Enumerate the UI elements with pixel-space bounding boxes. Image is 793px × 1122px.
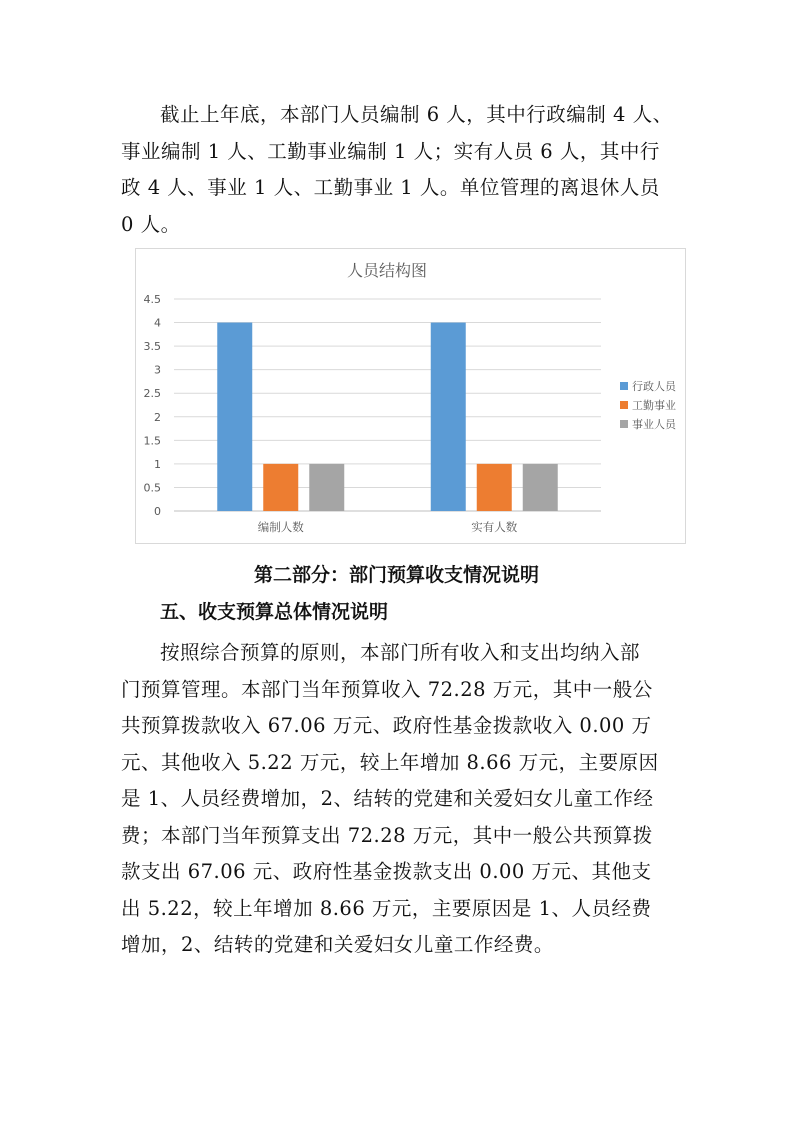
y-tick-label: 4.5	[143, 293, 161, 306]
text-line: 按照综合预算的原则，本部门所有收入和支出均纳入部	[160, 641, 641, 664]
part-heading: 第二部分：部门预算收支情况说明	[253, 564, 539, 586]
text-line: 费；本部门当年预算支出 72.28 万元，其中一般公共预算拨	[121, 823, 653, 847]
x-category-label: 实有人数	[471, 520, 518, 534]
chart-title: 人员结构图	[346, 261, 428, 280]
bar-1-1	[217, 323, 252, 511]
bar-2-1	[263, 464, 298, 511]
y-tick-label: 1.5	[143, 434, 161, 448]
legend-label: 工勤事业	[632, 399, 676, 412]
legend-swatch	[620, 382, 628, 390]
y-tick-label: 0.5	[143, 481, 161, 495]
text-line: 款支出 67.06 元、政府性基金拨款支出 0.00 万元、其他支	[121, 860, 652, 883]
staffing-paragraph	[121, 97, 679, 243]
text-line: 增加，2、结转的党建和关爱妇女儿童工作经费。	[121, 933, 554, 956]
text-line: 元、其他收入 5.22 万元，较上年增加 8.66 万元，主要原因	[121, 750, 659, 774]
legend-swatch	[620, 401, 628, 409]
staff-structure-chart	[135, 248, 686, 544]
y-tick-label: 1	[154, 457, 161, 471]
legend-swatch	[620, 420, 628, 428]
y-tick-label: 2	[154, 410, 161, 424]
text-line: 共预算拨款收入 67.06 万元、政府性基金拨款收入 0.00 万	[121, 714, 652, 737]
bar-2-2	[477, 464, 512, 511]
bar-3-2	[523, 464, 558, 511]
budget-paragraph	[121, 635, 679, 964]
y-tick-label: 4	[154, 316, 161, 330]
text-line: 出 5.22，较上年增加 8.66 万元，主要原因是 1、人员经费	[121, 896, 652, 920]
chart-canvas	[136, 249, 685, 543]
text-line: 政 4 人、事业 1 人、工勤事业 1 人。单位管理的离退休人员	[121, 176, 660, 199]
bar-3-1	[309, 464, 344, 511]
x-category-label: 编制人数	[257, 520, 304, 534]
y-tick-label: 3	[154, 363, 161, 377]
text-line: 是 1、人员经费增加，2、结转的党建和关爱妇女儿童工作经	[121, 787, 654, 810]
legend-label: 行政人员	[632, 380, 676, 393]
text-line: 事业编制 1 人、工勤事业编制 1 人；实有人员 6 人，其中行	[121, 139, 660, 163]
text-line: 截止上年底，本部门人员编制 6 人，其中行政编制 4 人、	[160, 103, 673, 126]
y-tick-label: 0	[154, 505, 161, 518]
text-line: 门预算管理。本部门当年预算收入 72.28 万元，其中一般公	[121, 677, 653, 701]
section-heading: 五、收支预算总体情况说明	[160, 601, 389, 623]
text-line: 0 人。	[121, 212, 181, 236]
bar-1-2	[431, 323, 466, 511]
y-tick-label: 2.5	[143, 387, 161, 401]
legend-label: 事业人员	[632, 418, 676, 431]
y-tick-label: 3.5	[143, 340, 161, 354]
